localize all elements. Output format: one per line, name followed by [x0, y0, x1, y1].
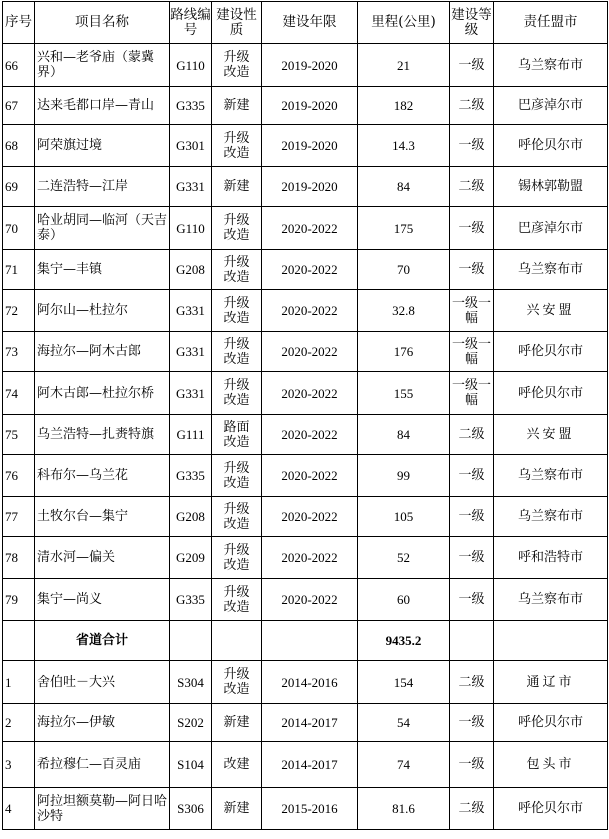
- row-grade: 二级: [450, 661, 494, 704]
- row-project-name: 兴和—老爷庙（蒙冀界）: [35, 44, 170, 87]
- row-seq: 76: [3, 455, 35, 497]
- row-route: S104: [170, 742, 212, 788]
- table-row: [3, 44, 608, 87]
- row-seq: 4: [3, 788, 35, 830]
- row-years: 2020-2022: [262, 497, 358, 537]
- row-years: 2015-2016: [262, 788, 358, 830]
- row-mileage: 84: [358, 167, 450, 207]
- row-project-name: 集宁—丰镇: [35, 250, 170, 290]
- row-city: 乌兰察布市: [494, 44, 608, 87]
- row-nature: 升级改造: [212, 455, 262, 497]
- national-road-rows: [3, 44, 608, 621]
- row-seq: 67: [3, 87, 35, 125]
- row-city: 呼伦贝尔市: [494, 125, 608, 167]
- row-grade: 二级: [450, 788, 494, 830]
- row-route: S306: [170, 788, 212, 830]
- row-grade: 一级: [450, 207, 494, 250]
- row-project-name: 海拉尔—阿木古郎: [35, 332, 170, 372]
- row-nature: 升级改造: [212, 497, 262, 537]
- row-city: 乌兰察布市: [494, 579, 608, 621]
- row-city: 乌兰察布市: [494, 250, 608, 290]
- row-grade: 二级: [450, 167, 494, 207]
- row-route: G335: [170, 455, 212, 497]
- row-project-name: 二连浩特—江岸: [35, 167, 170, 207]
- subtotal-row: [3, 621, 608, 661]
- row-years: 2020-2022: [262, 415, 358, 455]
- row-seq: 66: [3, 44, 35, 87]
- row-nature: 新建: [212, 87, 262, 125]
- row-nature: 升级改造: [212, 332, 262, 372]
- row-city: 兴安盟: [494, 415, 608, 455]
- row-mileage: 81.6: [358, 788, 450, 830]
- row-city: 巴彦淖尔市: [494, 207, 608, 250]
- table-row: [3, 372, 608, 415]
- row-project-name: 乌兰浩特—扎赉特旗: [35, 415, 170, 455]
- row-nature: 新建: [212, 788, 262, 830]
- table-row: [3, 788, 608, 830]
- row-nature: 升级改造: [212, 44, 262, 87]
- table-row: [3, 290, 608, 332]
- table-row: [3, 537, 608, 579]
- table-row: [3, 579, 608, 621]
- row-grade: 一级: [450, 704, 494, 742]
- row-mileage: 99: [358, 455, 450, 497]
- row-route: G110: [170, 44, 212, 87]
- row-years: 2020-2022: [262, 579, 358, 621]
- row-seq: 68: [3, 125, 35, 167]
- row-project-name: 科布尔—乌兰花: [35, 455, 170, 497]
- row-mileage: 84: [358, 415, 450, 455]
- row-project-name: 舍伯吐－大兴: [35, 661, 170, 704]
- table-row: [3, 332, 608, 372]
- row-years: 2014-2016: [262, 661, 358, 704]
- row-route: G208: [170, 497, 212, 537]
- row-nature: 升级改造: [212, 290, 262, 332]
- row-grade: 一级: [450, 497, 494, 537]
- table-row: [3, 704, 608, 742]
- header-name: 项目名称: [35, 2, 170, 44]
- row-mileage: 70: [358, 250, 450, 290]
- row-nature: 升级改造: [212, 207, 262, 250]
- provincial-road-rows: [3, 661, 608, 830]
- row-seq: 78: [3, 537, 35, 579]
- row-grade: 二级: [450, 415, 494, 455]
- row-years: 2020-2022: [262, 537, 358, 579]
- row-seq: 75: [3, 415, 35, 455]
- header-seq: 序号: [3, 2, 35, 44]
- row-route: G331: [170, 167, 212, 207]
- row-grade: 一级: [450, 742, 494, 788]
- row-city: 锡林郭勒盟: [494, 167, 608, 207]
- row-mileage: 21: [358, 44, 450, 87]
- row-nature: 升级改造: [212, 250, 262, 290]
- row-city: 兴安盟: [494, 290, 608, 332]
- row-nature: 新建: [212, 704, 262, 742]
- row-years: 2020-2022: [262, 250, 358, 290]
- subtotal-empty-cell: [3, 621, 35, 661]
- row-route: G209: [170, 537, 212, 579]
- header-grade: 建设等级: [450, 2, 494, 44]
- row-mileage: 176: [358, 332, 450, 372]
- row-project-name: 清水河—偏关: [35, 537, 170, 579]
- row-route: G208: [170, 250, 212, 290]
- table-row: [3, 455, 608, 497]
- subtotal-section: [3, 621, 608, 661]
- table-row: [3, 125, 608, 167]
- row-mileage: 60: [358, 579, 450, 621]
- row-grade: 一级一幅: [450, 290, 494, 332]
- row-mileage: 32.8: [358, 290, 450, 332]
- row-seq: 72: [3, 290, 35, 332]
- row-years: 2020-2022: [262, 290, 358, 332]
- row-route: G335: [170, 87, 212, 125]
- row-seq: 71: [3, 250, 35, 290]
- subtotal-label: 省道合计: [35, 621, 170, 661]
- row-city: 呼和浩特市: [494, 537, 608, 579]
- row-mileage: 105: [358, 497, 450, 537]
- row-city: 呼伦贝尔市: [494, 372, 608, 415]
- row-project-name: 阿拉坦额莫勒—阿日哈沙特: [35, 788, 170, 830]
- row-project-name: 阿荣旗过境: [35, 125, 170, 167]
- row-mileage: 74: [358, 742, 450, 788]
- table-row: [3, 661, 608, 704]
- row-mileage: 14.3: [358, 125, 450, 167]
- row-nature: 路面改造: [212, 415, 262, 455]
- row-city: 呼伦贝尔市: [494, 704, 608, 742]
- row-years: 2020-2022: [262, 207, 358, 250]
- row-grade: 一级一幅: [450, 332, 494, 372]
- row-grade: 二级: [450, 87, 494, 125]
- row-city: 通辽市: [494, 661, 608, 704]
- subtotal-empty-cell: [450, 621, 494, 661]
- table-row: [3, 167, 608, 207]
- row-city: 呼伦贝尔市: [494, 332, 608, 372]
- table-row: [3, 415, 608, 455]
- header-years: 建设年限: [262, 2, 358, 44]
- row-grade: 一级一幅: [450, 372, 494, 415]
- row-route: G110: [170, 207, 212, 250]
- row-grade: 一级: [450, 579, 494, 621]
- row-nature: 升级改造: [212, 579, 262, 621]
- row-years: 2020-2022: [262, 455, 358, 497]
- header-mileage: 里程(公里): [358, 2, 450, 44]
- row-seq: 3: [3, 742, 35, 788]
- row-grade: 一级: [450, 250, 494, 290]
- table-row: [3, 207, 608, 250]
- row-years: 2014-2017: [262, 704, 358, 742]
- row-mileage: 175: [358, 207, 450, 250]
- row-project-name: 希拉穆仁—百灵庙: [35, 742, 170, 788]
- row-route: G331: [170, 290, 212, 332]
- subtotal-empty-cell: [494, 621, 608, 661]
- row-mileage: 154: [358, 661, 450, 704]
- row-city: 包头市: [494, 742, 608, 788]
- row-project-name: 集宁—尚义: [35, 579, 170, 621]
- subtotal-empty-cell: [170, 621, 212, 661]
- row-city: 乌兰察布市: [494, 455, 608, 497]
- row-seq: 2: [3, 704, 35, 742]
- row-nature: 新建: [212, 167, 262, 207]
- row-city: 呼伦贝尔市: [494, 788, 608, 830]
- row-nature: 升级改造: [212, 125, 262, 167]
- row-seq: 69: [3, 167, 35, 207]
- row-years: 2019-2020: [262, 87, 358, 125]
- row-nature: 升级改造: [212, 372, 262, 415]
- header-nature: 建设性质: [212, 2, 262, 44]
- row-years: 2019-2020: [262, 125, 358, 167]
- project-table: [2, 1, 608, 830]
- row-route: G331: [170, 372, 212, 415]
- row-seq: 73: [3, 332, 35, 372]
- row-project-name: 哈业胡同—临河（天吉泰）: [35, 207, 170, 250]
- header-row: [3, 2, 608, 44]
- row-years: 2019-2020: [262, 44, 358, 87]
- row-route: G111: [170, 415, 212, 455]
- row-mileage: 155: [358, 372, 450, 415]
- row-years: 2014-2017: [262, 742, 358, 788]
- row-nature: 升级改造: [212, 661, 262, 704]
- subtotal-mileage: 9435.2: [358, 621, 450, 661]
- row-project-name: 达来毛都口岸—青山: [35, 87, 170, 125]
- row-seq: 79: [3, 579, 35, 621]
- subtotal-empty-cell: [212, 621, 262, 661]
- row-years: 2020-2022: [262, 372, 358, 415]
- row-nature: 改建: [212, 742, 262, 788]
- subtotal-empty-cell: [262, 621, 358, 661]
- table-row: [3, 250, 608, 290]
- row-route: S202: [170, 704, 212, 742]
- row-grade: 一级: [450, 44, 494, 87]
- row-grade: 一级: [450, 125, 494, 167]
- table-row: [3, 497, 608, 537]
- row-project-name: 阿木古郎—杜拉尔桥: [35, 372, 170, 415]
- row-project-name: 阿尔山—杜拉尔: [35, 290, 170, 332]
- row-mileage: 182: [358, 87, 450, 125]
- row-route: S304: [170, 661, 212, 704]
- row-route: G331: [170, 332, 212, 372]
- row-seq: 70: [3, 207, 35, 250]
- header-route: 路线编号: [170, 2, 212, 44]
- row-mileage: 52: [358, 537, 450, 579]
- row-route: G301: [170, 125, 212, 167]
- table-row: [3, 87, 608, 125]
- row-grade: 一级: [450, 537, 494, 579]
- header-city: 责任盟市: [494, 2, 608, 44]
- row-seq: 1: [3, 661, 35, 704]
- row-seq: 74: [3, 372, 35, 415]
- row-grade: 一级: [450, 455, 494, 497]
- row-city: 巴彦淖尔市: [494, 87, 608, 125]
- row-nature: 升级改造: [212, 537, 262, 579]
- row-route: G335: [170, 579, 212, 621]
- row-project-name: 土牧尔台—集宁: [35, 497, 170, 537]
- row-seq: 77: [3, 497, 35, 537]
- row-mileage: 54: [358, 704, 450, 742]
- table-row: [3, 742, 608, 788]
- row-city: 乌兰察布市: [494, 497, 608, 537]
- row-years: 2019-2020: [262, 167, 358, 207]
- row-project-name: 海拉尔—伊敏: [35, 704, 170, 742]
- row-years: 2020-2022: [262, 332, 358, 372]
